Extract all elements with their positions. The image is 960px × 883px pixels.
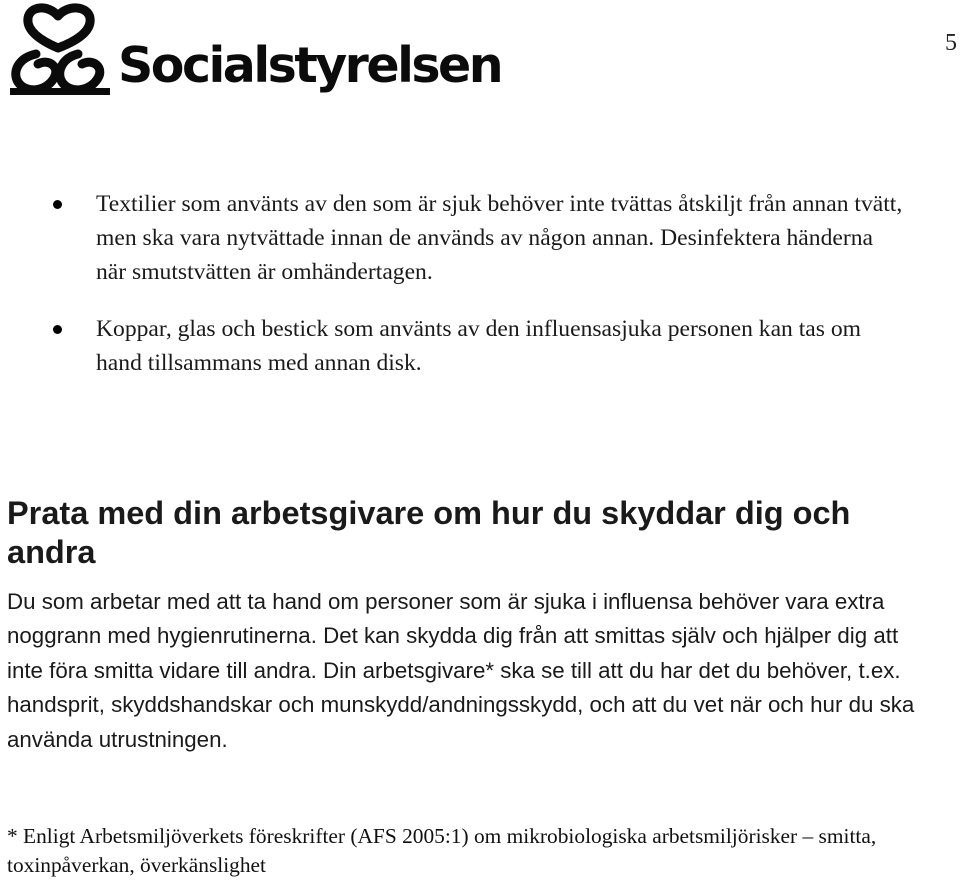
footnote: * Enligt Arbetsmiljöverkets föreskrifter (AFS 2005:1) om mikrobiologiska arbetsmiljörisker – smitta, toxinpåverkan, överkänslighet [7,824,877,877]
bullet-item-dishes [0,312,906,380]
page-number: 5 [945,30,957,56]
socialstyrelsen-logo [6,2,502,102]
logo-emblem-icon [6,2,114,98]
section-body: Du som arbetar med att ta hand om personer som är sjuka i influensa behöver vara extra noggrann med hygienrutinerna. Det kan skydda dig från att smittas själv och hjälper dig att inte föra smitta vidare till andra. Din arbetsgivare* ska se till att du har det du behöver, t.ex. handsprit, skyddshandskar och munskydd/andningsskydd, och att du vet när och hur du ska använda utrustningen. [7,589,915,752]
bullet-text: Koppar, glas och bestick som använts av den influensasjuka personen kan tas om hand tillsammans med annan disk. [96,316,862,376]
logo-wordmark: Socialstyrelsen [118,37,502,94]
section-heading: Prata med din arbetsgivare om hur du skyddar dig och andra [7,495,851,570]
bullet-item-laundry [0,187,906,289]
bullet-list [0,187,960,403]
bullet-dot-icon [53,325,62,334]
bullet-text: Textilier som använts av den som är sjuk behöver inte tvättas åtskiljt från annan tvätt, men ska vara nytvättade innan de används av någon annan. Desinfektera händerna när smutstvätten är omhändertagen. [96,191,903,285]
bullet-dot-icon [53,200,62,209]
